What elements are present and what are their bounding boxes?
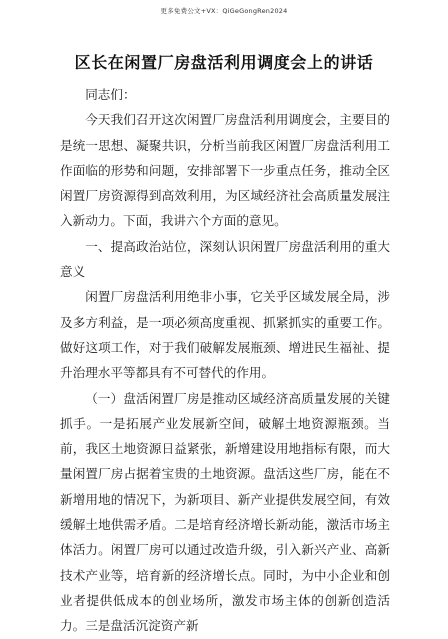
header-note: 更多免费公文+VX：QiGeGongRen2024 [160, 7, 288, 15]
salutation: 同志们： [85, 87, 136, 102]
paragraph-intro: 今天我们召开这次闲置厂房盘活利用调度会，主要目的是统一思想、凝聚共识，分析当前我区闲置厂房盘活利用工作面临的形势和问题，安排部署下一步重点任务，推动全区闲置厂房资源得到高效利用，为区域经济社会高质量发展注入新动力。下面，我讲六个方面的意见。 [60, 112, 390, 229]
document-body [60, 82, 390, 639]
paragraph-section-1: 闲置厂房盘活利用绝非小事，它关乎区域发展全局，涉及多方利益，是一项必须高度重视、抓紧抓实的重要工作。做好这项工作，对于我们破解发展瓶颈、增进民生福祉、提升治理水平等都具有不可替代的作用。 [60, 289, 390, 381]
document-title: 区长在闲置厂房盘活利用调度会上的讲话 [74, 53, 374, 72]
paragraph-subsection-1: （一）盘活闲置厂房是推动区域经济高质量发展的关键抓手。一是拓展产业发展新空间，破解土地资源瓶颈。当前，我区土地资源日益紧张，新增建设用地指标有限，而大量闲置厂房占据着宝贵的土地资源。盘活这些厂房，能在不新增用地的情况下，为新项目、新产业提供发展空间，有效缓解土地供需矛盾。二是培育经济增长新动能，激活市场主体活力。闲置厂房可以通过改造升级，引入新兴产业、高新技术产业等，培育新的经济增长点。同时，为中小企业和创业者提供低成本的创业场所，激发市场主体的创新创造活力。三是盘活沉淀资产新 [60, 390, 390, 634]
section-heading-1: 一、提高政治站位，深刻认识闲置厂房盘活利用的重大意义 [60, 238, 390, 280]
